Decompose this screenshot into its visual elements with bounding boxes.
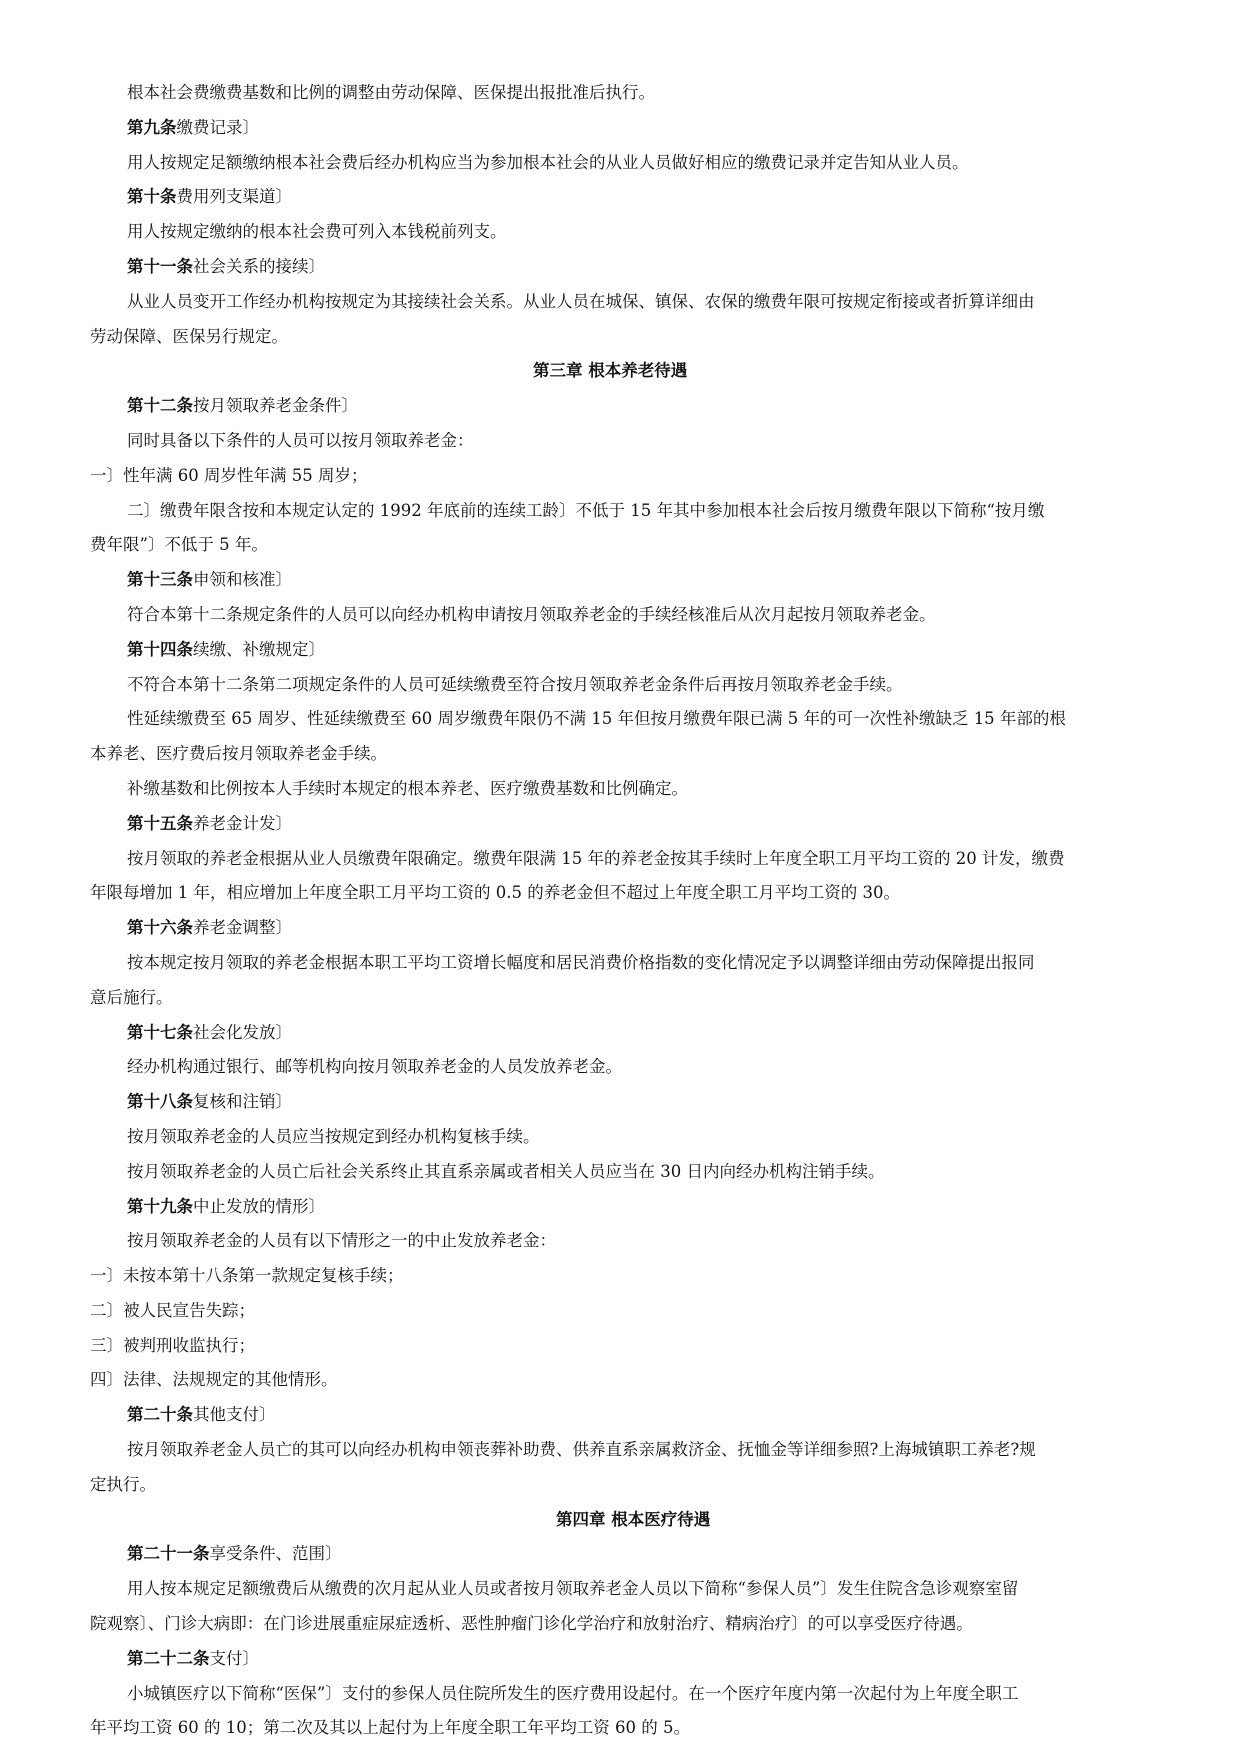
paragraph: 符合本第十二条规定条件的人员可以向经办机构申请按月领取养老金的手续经核准后从次月起按月领取养老金。	[127, 604, 936, 624]
paragraph: 不符合本第十二条第二项规定条件的人员可延续缴费至符合按月领取养老金条件后再按月领取养老金手续。	[127, 674, 903, 694]
article-title: 申领和核准〕	[193, 570, 292, 590]
article-heading	[90, 807, 1153, 842]
article-heading	[90, 111, 1153, 146]
article-title: 复核和注销〕	[193, 1092, 292, 1112]
paragraph-continuation: 年限每增加 1 年，相应增加上年度全职工月平均工资的 0.5 的养老金但不超过上年度全职工月平均工资的 30。	[90, 883, 900, 903]
article-number: 第十一条	[127, 256, 193, 276]
article-number: 第二十一条	[127, 1544, 210, 1564]
paragraph: 按月领取养老金的人员应当按规定到经办机构复核手续。	[127, 1126, 540, 1146]
paragraph-continuation: 定执行。	[90, 1474, 156, 1494]
article-title: 费用列支渠道〕	[176, 187, 292, 207]
article-heading	[90, 389, 1153, 424]
paragraph: 按月领取养老金的人员有以下情形之一的中止发放养老金：	[127, 1231, 556, 1251]
paragraph-continuation: 年平均工资 60 的 10；第二次及其以上起付为上年度全职工年平均工资 60 的 5。	[90, 1718, 690, 1738]
list-item: 二〕被人民宣告失踪；	[90, 1300, 255, 1320]
article-number: 第十二条	[127, 396, 193, 416]
paragraph: 按本规定按月领取的养老金根据本职工平均工资增长幅度和居民消费价格指数的变化情况定予以调整详细由劳动保障提出报同	[127, 952, 1035, 972]
paragraph: 经办机构通过银行、邮等机构向按月领取养老金的人员发放养老金。	[127, 1057, 622, 1077]
article-title: 社会关系的接续〕	[193, 256, 325, 276]
article-number: 第九条	[127, 117, 177, 137]
article-number: 第十三条	[127, 570, 193, 590]
paragraph: 小城镇医疗以下简称“医保”〕支付的参保人员住院所发生的医疗费用设起付。在一个医疗年度内第一次起付为上年度全职工	[127, 1683, 1019, 1703]
paragraph: 用人按规定足额缴纳根本社会费后经办机构应当为参加根本社会的从业人员做好相应的缴费记录并定告知从业人员。	[127, 152, 969, 172]
article-heading	[90, 1398, 1153, 1433]
paragraph: 按月领取的养老金根据从业人员缴费年限确定。缴费年限满 15 年的养老金按其手续时上年度全职工月平均工资的 20 计发，缴费	[127, 848, 1065, 868]
paragraph: 同时具备以下条件的人员可以按月领取养老金：	[127, 430, 474, 450]
article-title: 续缴、补缴规定〕	[193, 639, 325, 659]
list-item: 三〕被判刑收监执行；	[90, 1335, 255, 1355]
article-title: 享受条件、范围〕	[209, 1544, 342, 1564]
article-title: 支付〕	[209, 1648, 259, 1668]
list-item: 一〕性年满 60 周岁性年满 55 周岁；	[90, 465, 368, 485]
article-heading	[90, 180, 1153, 215]
article-number: 第十八条	[127, 1092, 193, 1112]
paragraph: 性延续缴费至 65 周岁、性延续缴费至 60 周岁缴费年限仍不满 15 年但按月缴费年限已满 5 年的可一次性补缴缺乏 15 年部的根	[127, 709, 1066, 729]
article-title: 社会化发放〕	[193, 1022, 292, 1042]
paragraph: 用人按规定缴纳的根本社会费可列入本钱税前列支。	[127, 222, 507, 242]
chapter-heading: 第四章 根本医疗待遇	[556, 1509, 711, 1529]
article-heading	[90, 1190, 1153, 1225]
paragraph-continuation: 本养老、医疗费后按月领取养老金手续。	[90, 744, 387, 764]
article-heading	[90, 1642, 1153, 1677]
article-heading	[90, 911, 1153, 946]
article-title: 按月领取养老金条件〕	[193, 396, 358, 416]
article-title: 缴费记录〕	[176, 117, 259, 137]
article-heading	[90, 1085, 1153, 1120]
article-title: 其他支付〕	[193, 1405, 276, 1425]
paragraph-continuation: 院观察〕、门诊大病即：在门诊进展重症尿症透析、恶性肿瘤门诊化学治疗和放射治疗、精病治疗〕的可以享受医疗待遇。	[90, 1614, 973, 1634]
paragraph-continuation: 劳动保障、医保另行规定。	[90, 326, 288, 346]
paragraph: 从业人员变开工作经办机构按规定为其接续社会关系。从业人员在城保、镇保、农保的缴费年限可按规定衔接或者折算详细由	[127, 291, 1035, 311]
article-heading	[90, 1016, 1153, 1051]
article-number: 第十四条	[127, 639, 193, 659]
list-item: 四〕法律、法规规定的其他情形。	[90, 1370, 338, 1390]
article-number: 第十七条	[127, 1022, 193, 1042]
article-heading	[90, 1537, 1153, 1572]
paragraph: 按月领取养老金人员亡的其可以向经办机构申领丧葬补助费、供养直系亲属救济金、抚恤金等详细参照?上海城镇职工养老?规	[127, 1440, 1036, 1460]
article-number: 第十条	[127, 187, 177, 207]
article-heading	[90, 563, 1153, 598]
list-item: 二〕缴费年限含按和本规定认定的 1992 年底前的连续工龄〕不低于 15 年其中参加根本社会后按月缴费年限以下简称“按月缴	[127, 500, 1045, 520]
paragraph: 补缴基数和比例按本人手续时本规定的根本养老、医疗缴费基数和比例确定。	[127, 778, 688, 798]
paragraph: 用人按本规定足额缴费后从缴费的次月起从业人员或者按月领取养老金人员以下简称“参保人员”〕发生住院含急诊观察室留	[127, 1579, 1019, 1599]
paragraph: 按月领取养老金的人员亡后社会关系终止其直系亲属或者相关人员应当在 30 日内向经办机构注销手续。	[127, 1161, 885, 1181]
article-title: 养老金调整〕	[193, 918, 292, 938]
paragraph: 根本社会费缴费基数和比例的调整由劳动保障、医保提出报批准后执行。	[127, 83, 655, 102]
article-heading	[90, 250, 1153, 285]
chapter-heading: 第三章 根本养老待遇	[533, 361, 688, 381]
article-number: 第十五条	[127, 813, 193, 833]
article-title: 养老金计发〕	[193, 813, 292, 833]
article-heading	[90, 633, 1153, 668]
article-number: 第十六条	[127, 918, 193, 938]
article-number: 第二十二条	[127, 1648, 210, 1668]
article-number: 第十九条	[127, 1196, 193, 1216]
paragraph-continuation: 费年限”〕不低于 5 年。	[90, 535, 268, 555]
article-number: 第二十条	[127, 1405, 193, 1425]
article-title: 中止发放的情形〕	[193, 1196, 325, 1216]
paragraph-continuation: 意后施行。	[90, 987, 173, 1007]
list-item: 一〕未按本第十八条第一款规定复核手续；	[90, 1266, 404, 1286]
